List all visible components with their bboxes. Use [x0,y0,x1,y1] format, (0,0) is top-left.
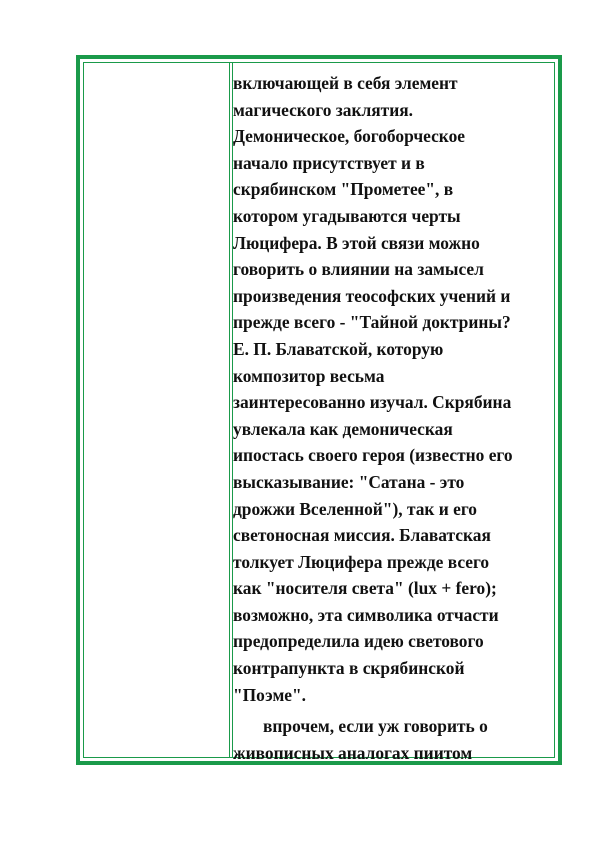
text-line: дрожжи Вселенной"), так и его [233,498,478,519]
text-line: заинтересованно изучал. Скрябина [233,392,512,413]
text-line: говорить о влиянии на замысел [233,259,484,280]
text-line: живописных аналогах пиитом [233,742,473,763]
text-line: Люцифера. В этой связи можно [233,232,480,253]
text-line: "Поэме". [233,684,307,705]
text-line: начало присутствует и в [233,152,425,173]
text-line: возможно, эта символика отчасти [233,604,499,625]
text-line: включающей в себя элемент [233,73,458,93]
text-line: контрапункта в скрябинской [233,658,465,679]
paragraph-2 [233,713,563,766]
text-line: произведения теософских учений и [233,285,511,306]
text-line: ипостась своего героя (известно его [233,445,513,466]
text-line: Е. П. Блаватской, которую [233,338,444,359]
text-line: магического заклятия. [233,99,413,120]
text-line: котором угадываются черты [233,205,461,226]
text-line: впрочем, если уж говорить о [263,716,488,737]
text-line: светоносная миссия. Блаватская [233,525,491,546]
text-line: прежде всего - "Тайной доктрины? [233,312,511,333]
paragraph-1 [233,70,563,708]
left-empty-cell [84,63,230,757]
text-line: композитор весьма [233,365,385,386]
text-line: предопределила идею светового [233,631,484,652]
text-line: высказывание: "Сатана - это [233,471,465,492]
text-line: как "носителя света" (lux + fero); [233,578,497,599]
text-line: увлекала как демоническая [233,418,453,439]
text-line: Демоническое, богоборческое [233,126,465,147]
page-border-frame [76,55,562,765]
text-column [233,70,563,766]
text-line: скрябинском "Прометее", в [233,179,454,200]
text-line: толкует Люцифера прежде всего [233,551,490,572]
